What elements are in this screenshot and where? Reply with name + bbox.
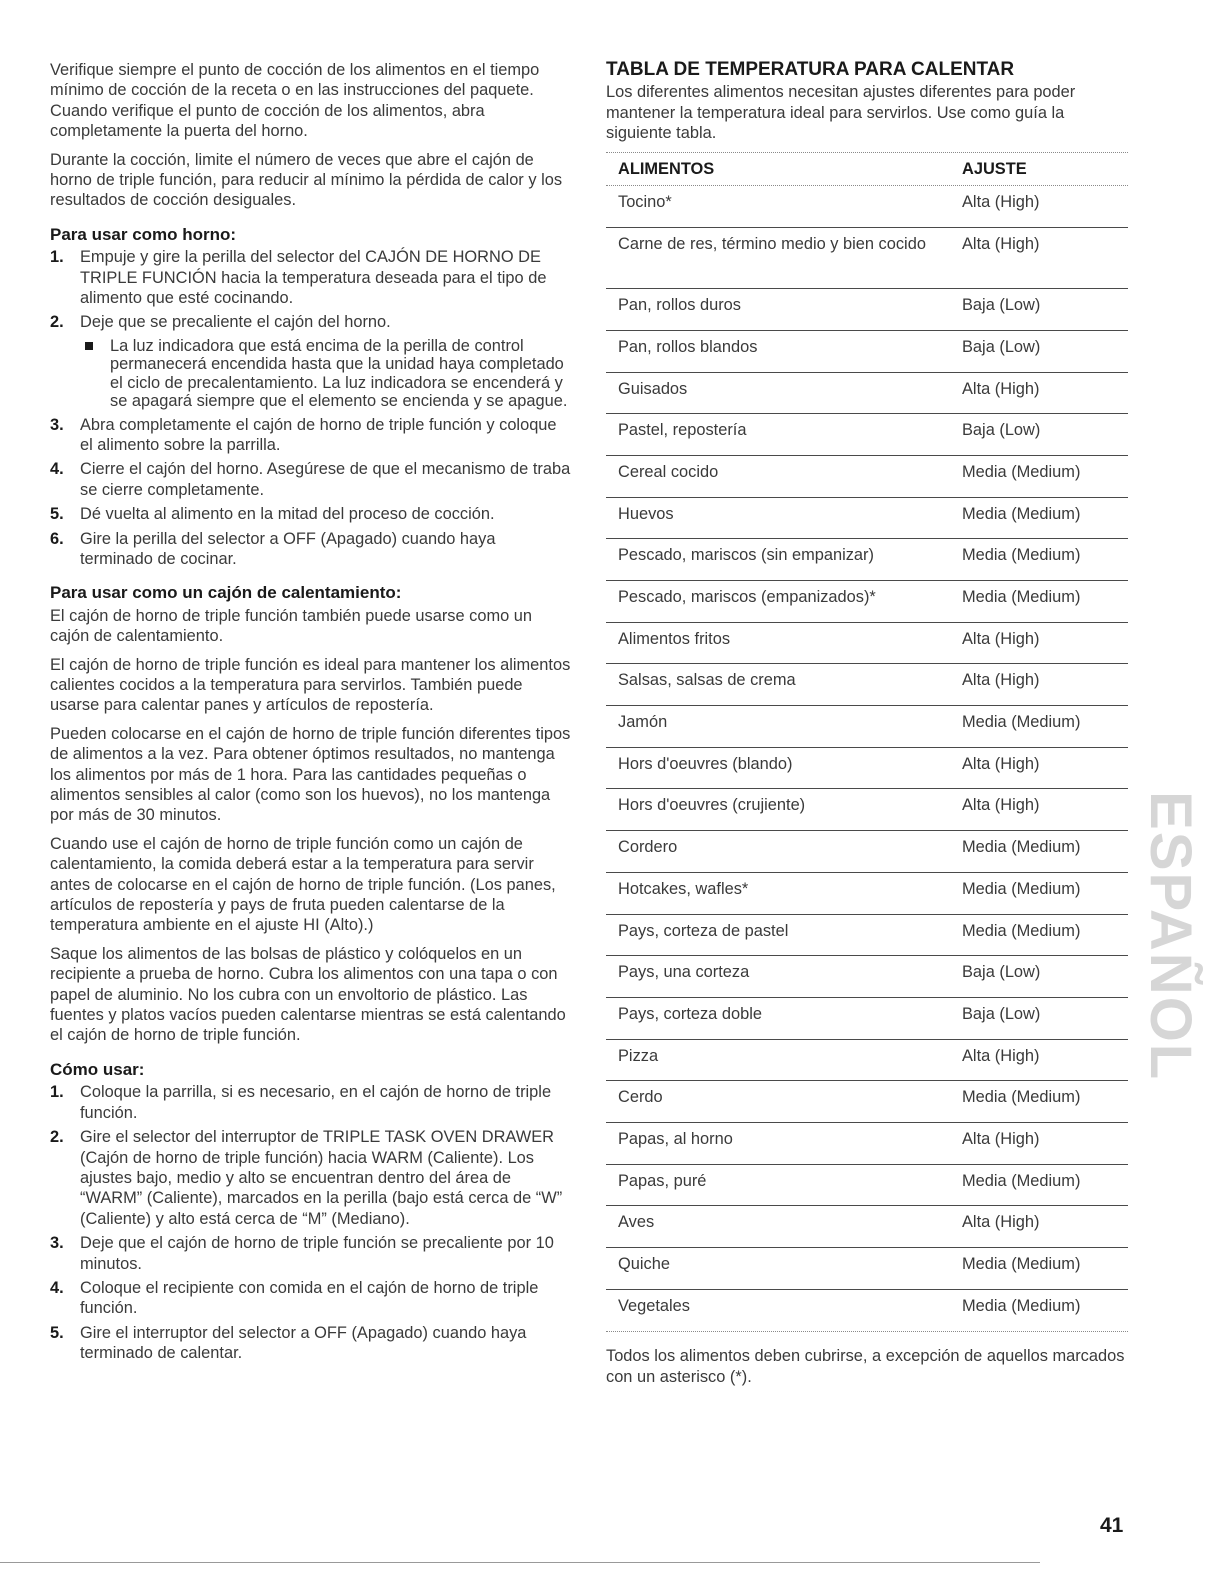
setting-cell: Alta (High) [962,1046,1040,1065]
food-cell: Tocino* [618,193,672,212]
bullet-text: La luz indicadora que está encima de la perilla de control permanecerá encendida hasta que la unidad haya completado el ciclo de precalentamiento. La luz indicadora se encenderá y se apagará siempre que el elemento se encienda y se apague. [110,336,568,411]
table-row [606,831,1128,873]
setting-cell: Alta (High) [962,1129,1040,1148]
setting-cell: Alta (High) [962,234,1040,253]
food-cell: Hotcakes, wafles* [618,879,749,898]
oven-heading: Para usar como horno: [50,224,237,244]
food-cell: Hors d'oeuvres (crujiente) [618,796,806,815]
food-cell: Pan, rollos duros [618,296,741,315]
table-row [606,186,1128,228]
table-row [606,1290,1128,1332]
setting-cell: Media (Medium) [962,1171,1081,1190]
warming-paragraph: El cajón de horno de triple función es ideal para mantener los alimentos calientes cocidos a la temperatura para servirlos. También puede usarse para calentar panes y artículos de repostería. [50,655,571,715]
food-cell: Pays, corteza de pastel [618,921,789,940]
setting-cell: Alta (High) [962,1213,1040,1232]
food-cell: Pan, rollos blandos [618,337,758,356]
step-text: Coloque la parrilla, si es necesario, en el cajón de horno de triple función. [80,1083,552,1122]
step-number: 5. [50,1323,64,1342]
step-number: 2. [50,1128,64,1147]
setting-cell: Media (Medium) [962,1255,1081,1274]
bullet-item [80,337,572,411]
column-header-setting: AJUSTE [962,159,1027,178]
left-column [50,60,572,1368]
table-row [606,1040,1128,1082]
food-cell: Salsas, salsas de crema [618,671,796,690]
setting-cell: Media (Medium) [962,921,1081,940]
howto-heading: Cómo usar: [50,1059,145,1079]
language-side-tab [1138,790,1204,1082]
setting-cell: Alta (High) [962,754,1040,773]
step-text: Deje que el cajón de horno de triple función se precaliente por 10 minutos. [80,1234,554,1273]
food-cell: Pastel, repostería [618,421,747,440]
setting-cell: Baja (Low) [962,296,1041,315]
column-header-food: ALIMENTOS [618,159,715,178]
table-row [606,289,1128,331]
language-label: ESPAÑOL [1138,790,1204,1082]
warming-paragraph: El cajón de horno de triple función también puede usarse como un cajón de calentamiento. [50,606,533,646]
setting-cell: Media (Medium) [962,504,1081,523]
setting-cell: Media (Medium) [962,462,1081,481]
setting-cell: Media (Medium) [962,713,1081,732]
table-row [606,456,1128,498]
table-row [606,623,1128,665]
step-number: 4. [50,1278,64,1297]
setting-cell: Alta (High) [962,193,1040,212]
food-cell: Cordero [618,838,678,857]
food-cell: Vegetales [618,1296,690,1315]
warming-heading: Para usar como un cajón de calentamiento: [50,583,402,603]
step-item [50,1233,572,1274]
setting-cell: Baja (Low) [962,1004,1041,1023]
warming-paragraph: Cuando use el cajón de horno de triple función como un cajón de calentamiento, la comida deberá estar a la temperatura para servir antes de colocarse en el cajón de horno de triple función. (Los panes, artículos de repostería y pays de fruta pueden calentarse de la temperatura ambiente en el ajuste HI (Alto).) [50,834,556,935]
food-cell: Carne de res, término medio y bien cocido [618,234,926,253]
square-bullet-icon [85,342,93,350]
table-bottom-dotted-rule [606,1331,1128,1332]
food-cell: Pizza [618,1046,659,1065]
step-number: 1. [50,248,64,267]
step-text: Gire el interruptor del selector a OFF (Apagado) cuando haya terminado de calentar. [80,1323,527,1363]
step-text: Dé vuelta al alimento en la mitad del proceso de cocción. [80,505,495,524]
step-number: 5. [50,505,64,524]
food-cell: Papas, al horno [618,1129,733,1148]
table-title: TABLA DE TEMPERATURA PARA CALENTAR [606,59,1015,80]
setting-cell: Media (Medium) [962,588,1081,607]
step-item [50,312,572,410]
food-cell: Cereal cocido [618,462,719,481]
food-cell: Quiche [618,1255,670,1274]
setting-cell: Alta (High) [962,379,1040,398]
step-number: 3. [50,1234,64,1253]
food-cell: Aves [618,1213,655,1232]
table-body [606,186,1128,1331]
step-number: 6. [50,529,64,548]
step-number: 4. [50,460,64,479]
setting-cell: Baja (Low) [962,963,1041,982]
table-header [606,153,1128,185]
setting-cell: Media (Medium) [962,1296,1081,1315]
table-row [606,915,1128,957]
step-item [50,459,572,500]
step-item [50,1127,572,1229]
step-item [50,247,572,308]
table-intro: Los diferentes alimentos necesitan ajustes diferentes para poder mantener la temperatura ideal para servirlos. Use como guía la siguiente tabla. [606,83,1076,143]
step-item [50,1278,572,1319]
food-cell: Huevos [618,504,674,523]
table-row [606,706,1128,748]
food-cell: Hors d'oeuvres (blando) [618,754,793,773]
food-cell: Guisados [618,379,688,398]
table-row [606,1206,1128,1248]
setting-cell: Media (Medium) [962,879,1081,898]
setting-cell: Media (Medium) [962,838,1081,857]
table-row [606,539,1128,581]
table-row [606,956,1128,998]
warming-paragraph: Saque los alimentos de las bolsas de plástico y colóquelos en un recipiente a prueba de horno. Cubra los alimentos con una tapa o con papel de aluminio. No los cubra con un envoltorio de plástico. Las fuentes y platos vacíos pueden calentarse mientras se está calentando el cajón de horno de triple función. [50,944,566,1045]
table-row [606,414,1128,456]
table-footnote: Todos los alimentos deben cubrirse, a excepción de aquellos marcados con un asterisco (*). [606,1347,1125,1386]
step-item [50,504,572,524]
food-cell: Alimentos fritos [618,629,731,648]
step-number: 3. [50,415,64,434]
table-row [606,1248,1128,1290]
step-text: Gire la perilla del selector a OFF (Apagado) cuando haya terminado de cocinar. [80,529,496,568]
table-row [606,1165,1128,1207]
warming-paragraph: Pueden colocarse en el cajón de horno de triple función diferentes tipos de alimentos a la vez. Para obtener óptimos resultados, no mantenga los alimentos por más de 1 hora. Para las cantidades pequeñas o alimentos sensibles al calor (como son los huevos), no los mantenga por más de 30 minutos. [50,724,571,825]
step-number: 2. [50,313,64,332]
howto-steps [50,1082,572,1363]
table-row [606,998,1128,1040]
table-row [606,789,1128,831]
setting-cell: Media (Medium) [962,546,1081,565]
step-text: Deje que se precaliente el cajón del horno. [80,313,391,332]
step-text: Cierre el cajón del horno. Asegúrese de que el mecanismo de traba se cierre completamente. [80,460,571,499]
bullet-list [80,337,572,411]
step-text: Empuje y gire la perilla del selector del CAJÓN DE HORNO DE TRIPLE FUNCIÓN hacia la temperatura deseada para el tipo de alimento que esté cocinando. [80,248,547,308]
food-cell: Pescado, mariscos (sin empanizar) [618,546,874,565]
step-item [50,1082,572,1123]
intro-paragraph: Verifique siempre el punto de cocción de los alimentos en el tiempo mínimo de cocción de la receta o en las instrucciones del paquete. Cuando verifique el punto de cocción de los alimentos, abra completamente la puerta del horno. [50,61,540,141]
table-row [606,1081,1128,1123]
step-item [50,415,572,456]
setting-cell: Media (Medium) [962,1088,1081,1107]
right-column [606,60,1128,1395]
food-cell: Pescado, mariscos (empanizados)* [618,588,876,607]
table-row [606,498,1128,540]
step-text: Abra completamente el cajón de horno de triple función y coloque el alimento sobre la parrilla. [80,415,557,454]
step-item [50,529,572,570]
table-row [606,1123,1128,1165]
table-row [606,373,1128,415]
page-number: 41 [1100,1514,1124,1537]
setting-cell: Alta (High) [962,629,1040,648]
step-number: 1. [50,1083,64,1102]
oven-steps [50,247,572,569]
setting-cell: Alta (High) [962,796,1040,815]
setting-cell: Baja (Low) [962,337,1041,356]
table-row [606,228,1128,290]
food-cell: Pays, una corteza [618,963,750,982]
table-row [606,748,1128,790]
setting-cell: Baja (Low) [962,421,1041,440]
table-row [606,331,1128,373]
bottom-rule [0,1562,1040,1563]
food-cell: Cerdo [618,1088,663,1107]
table-row [606,664,1128,706]
intro-paragraph: Durante la cocción, limite el número de veces que abre el cajón de horno de triple función, para reducir al mínimo la pérdida de calor y los resultados de cocción desiguales. [50,150,563,210]
step-text: Coloque el recipiente con comida en el cajón de horno de triple función. [80,1278,539,1318]
table-row [606,581,1128,623]
step-text: Gire el selector del interruptor de TRIPLE TASK OVEN DRAWER (Cajón de horno de triple función) hacia WARM (Caliente). Los ajustes bajo, medio y alto se encuentran dentro del área de “WARM” (Caliente), marcados en la perilla (bajo está cerca de “W” (Caliente) y alto está cerca de “M” (Mediano). [80,1128,563,1228]
step-item [50,1323,572,1364]
food-cell: Pays, corteza doble [618,1004,762,1023]
food-cell: Papas, puré [618,1171,707,1190]
food-cell: Jamón [618,713,668,732]
setting-cell: Alta (High) [962,671,1040,690]
table-row [606,873,1128,915]
